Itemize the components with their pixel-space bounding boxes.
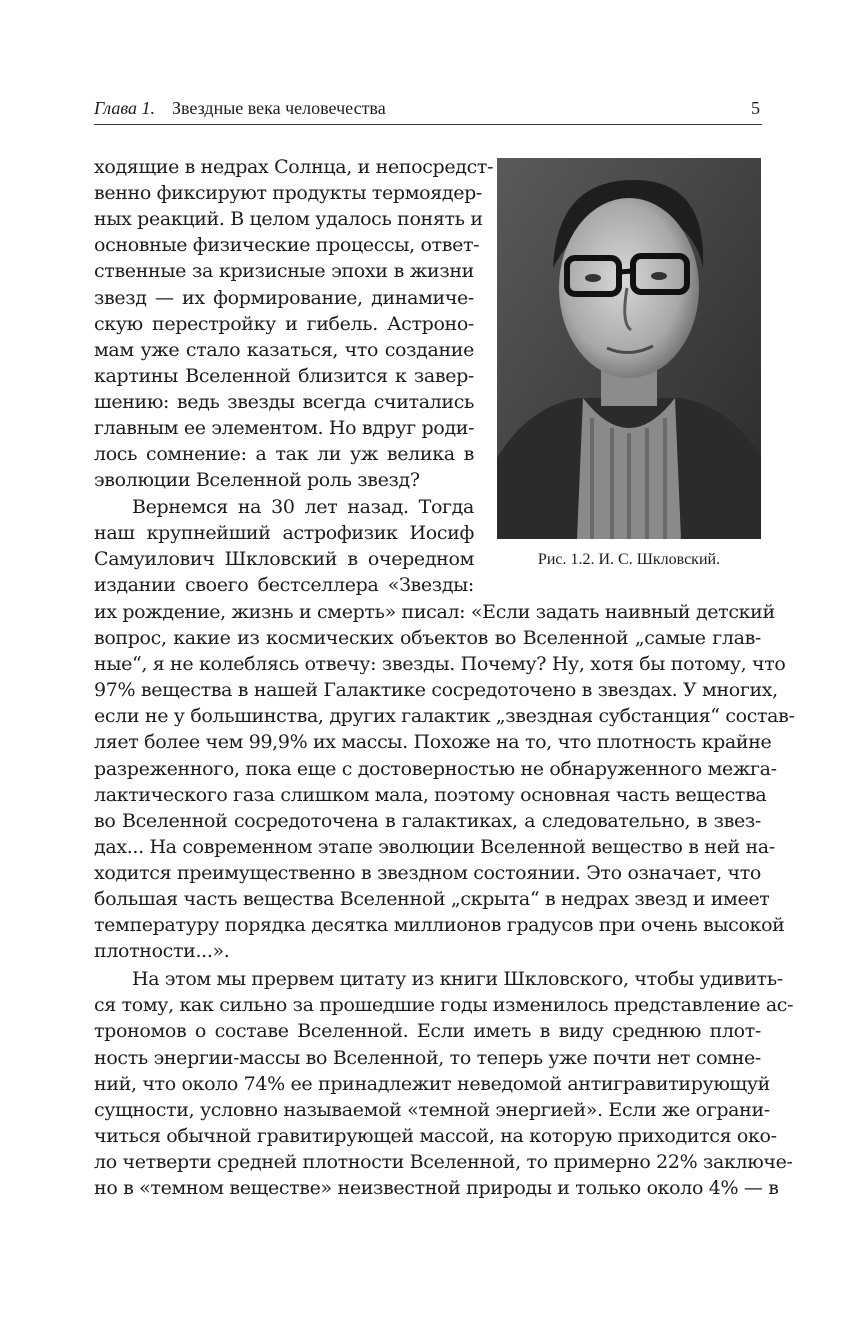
text-line: большая часть вещества Вселенной „скрыта“ в недрах звезд и имеет xyxy=(94,888,770,910)
figure-caption: Рис. 1.2. И. С. Шкловский. xyxy=(537,551,721,568)
text-line: ло четверти средней плотности Вселенной, то примерно 22% заключе- xyxy=(94,1151,793,1173)
page-number: 5 xyxy=(751,98,760,118)
text-line: мам уже стало казаться, что создание xyxy=(94,339,474,361)
text-line: венно фиксируют продукты термоядер- xyxy=(94,182,482,204)
running-header xyxy=(94,98,762,125)
text-line: ные“, я не колеблясь отвечу: звезды. Почему? Ну, хотя бы потому, что xyxy=(94,653,786,675)
text-line: эволюции Вселенной роль звезд? xyxy=(94,469,420,491)
text-line: читься обычной гравитирующей массой, на которую приходится око- xyxy=(94,1125,777,1147)
text-line: издании своего бестселлера «Звезды: xyxy=(94,574,474,596)
text-line: ляет более чем 99,9% их массы. Похоже на то, что плотность крайне xyxy=(94,731,772,753)
text-line: если не у большинства, других галактик „звездная субстанция“ состав- xyxy=(94,705,795,727)
text-line: ных реакций. В целом удалось понять и xyxy=(94,208,483,230)
text-line: ходящие в недрах Солнца, и непосредст- xyxy=(94,156,494,178)
text-line: ность энергии-массы во Вселенной, то теперь уже почти нет сомне- xyxy=(94,1047,761,1069)
text-line: сущности, условно называемой «темной энергией». Если же ограни- xyxy=(94,1099,770,1121)
portrait-photo xyxy=(497,158,761,539)
text-line: ся тому, как сильно за прошедшие годы изменилось представление ас- xyxy=(94,994,794,1016)
text-line: лактического газа слишком мала, поэтому основная часть вещества xyxy=(94,784,767,806)
text-line: дах... На современном этапе эволюции Вселенной вещество в ней на- xyxy=(94,836,775,858)
portrait-illustration xyxy=(497,158,761,539)
chapter-label: Глава 1. xyxy=(94,98,156,118)
text-line: разреженного, пока еще с достоверностью не обнаруженного межга- xyxy=(94,758,777,780)
text-line: 97% вещества в нашей Галактике сосредоточено в звездах. У многих, xyxy=(94,679,778,701)
text-line: температуру порядка десятка миллионов градусов при очень высокой xyxy=(94,914,785,936)
text-line: ходится преимущественно в звездном состоянии. Это означает, что xyxy=(94,862,761,884)
text-line: скую перестройку и гибель. Астроно- xyxy=(94,313,474,335)
text-line: наш крупнейший астрофизик Иосиф xyxy=(94,522,474,544)
text-line: Самуилович Шкловский в очередном xyxy=(94,548,474,570)
text-line: главным ее элементом. Но вдруг роди- xyxy=(94,417,475,439)
text-line: их рождение, жизнь и смерть» писал: «Если задать наивный детский xyxy=(94,601,775,623)
text-line: ний, что около 74% ее принадлежит неведомой антигравитирующуй xyxy=(94,1073,771,1095)
chapter-title: Звездные века человечества xyxy=(172,98,386,118)
text-line: На этом мы прервем цитату из книги Шкловского, чтобы удивить- xyxy=(132,968,783,990)
text-line: вопрос, какие из космических объектов во Вселенной „самые глав- xyxy=(94,627,761,649)
text-line: ственные за кризисные эпохи в жизни xyxy=(94,260,474,282)
text-line: трономов о составе Вселенной. Если иметь в виду среднюю плот- xyxy=(94,1020,761,1042)
text-line: Вернемся на 30 лет назад. Тогда xyxy=(132,496,474,518)
text-line: но в «темном веществе» неизвестной природы и только около 4% — в xyxy=(94,1177,779,1199)
text-line: картины Вселенной близится к завер- xyxy=(94,365,474,387)
text-line: во Вселенной сосредоточена в галактиках, а следовательно, в звез- xyxy=(94,810,761,832)
text-line: лось сомнение: а так ли уж велика в xyxy=(94,443,474,465)
text-line: плотности...». xyxy=(94,940,230,962)
text-line: основные физические процессы, ответ- xyxy=(94,234,480,256)
text-line: звезд — их формирование, динамиче- xyxy=(94,287,474,309)
text-line: шению: ведь звезды всегда считались xyxy=(94,391,474,413)
